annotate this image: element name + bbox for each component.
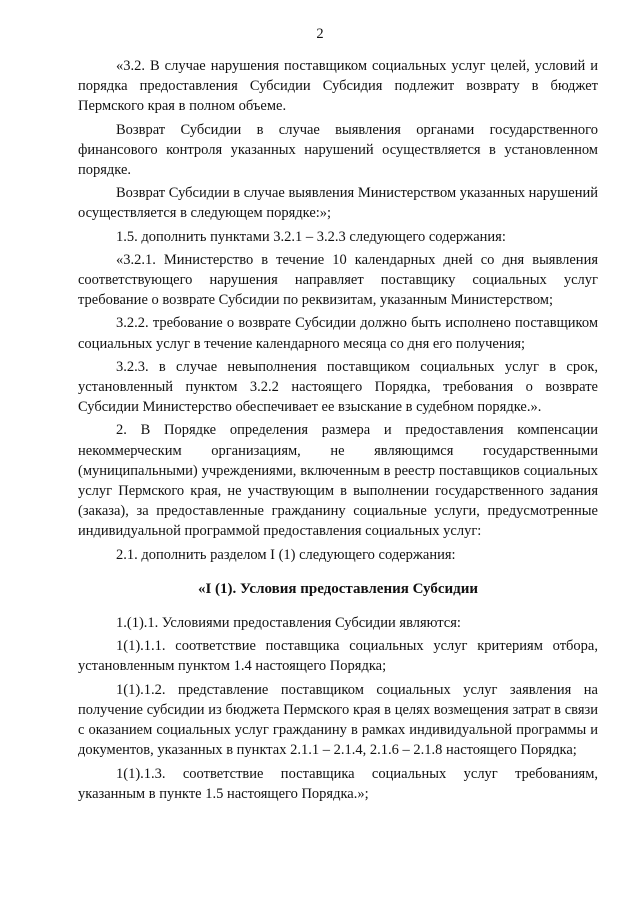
paragraph-1-1-2: 1(1).1.2. представление поставщиком социальных услуг заявления на получение субсидии из бюджета Пермского края в целях возмещения затрат в связи с оказанием социальных услуг гражданину в рамках индивидуальной программы и документов, указанных в пунктах 2.1.1 – 2.1.4, 2.1.6 – 2.1.8 настоящего Порядка; [78,681,598,759]
document-body [78,56,598,804]
section-heading: «I (1). Условия предоставления Субсидии [197,580,479,597]
paragraph-3-2-1: «3.2.1. Министерство в течение 10 календарных дней со дня выявления соответствующего нарушения направляет поставщику социальных услуг требование о возврате Субсидии по реквизитам, указанным Министерством; [78,251,598,309]
paragraph-1-5: 1.5. дополнить пунктами 3.2.1 – 3.2.3 следующего содержания: [116,228,506,245]
paragraph-2: 2. В Порядке определения размера и предоставления компенсации некоммерческим организациям, не являющимся государственными (муниципальными) учреждениями, включенным в реестр поставщиков социальных услуг Пермского края, не участвующим в выполнении государственного задания (заказа), за предоставленные гражданину социальные услуги, предусмотренные индивидуальной программой предоставления социальных услуг: [78,422,598,540]
paragraph-1-1-3: 1(1).1.3. соответствие поставщика социальных услуг требованиям, указанным в пункте 1.5 настоящего Порядка.»; [78,765,598,802]
paragraph-refund-control: Возврат Субсидии в случае выявления органами государственного финансового контроля указанных нарушений осуществляется в установленном порядке. [78,121,598,179]
paragraph-2-1: 2.1. дополнить разделом I (1) следующего содержания: [116,546,456,563]
page-number: 2 [316,26,324,42]
paragraph-1-1-1-intro: 1.(1).1. Условиями предоставления Субсидии являются: [116,615,461,632]
paragraph-1-1-1: 1(1).1.1. соответствие поставщика социальных услуг критериям отбора, установленным пунктом 1.4 настоящего Порядка; [78,638,598,675]
paragraph-3-2-3: 3.2.3. в случае невыполнения поставщиком социальных услуг в срок, установленный пунктом 3.2.2 настоящего Порядка, требования о возврате Субсидии Министерство обеспечивает ее взыскание в судебном порядке.». [78,358,598,416]
paragraph-3-2-2: 3.2.2. требование о возврате Субсидии должно быть исполнено поставщиком социальных услуг в течение календарного месяца со дня его получения; [78,315,598,352]
paragraph-refund-ministry: Возврат Субсидии в случае выявления Министерством указанных нарушений осуществляется в следующем порядке:»; [78,185,598,222]
paragraph-3-2: «3.2. В случае нарушения поставщиком социальных услуг целей, условий и порядка предоставления Субсидии Субсидия подлежит возврату в бюджет Пермского края в полном объеме. [78,58,598,115]
